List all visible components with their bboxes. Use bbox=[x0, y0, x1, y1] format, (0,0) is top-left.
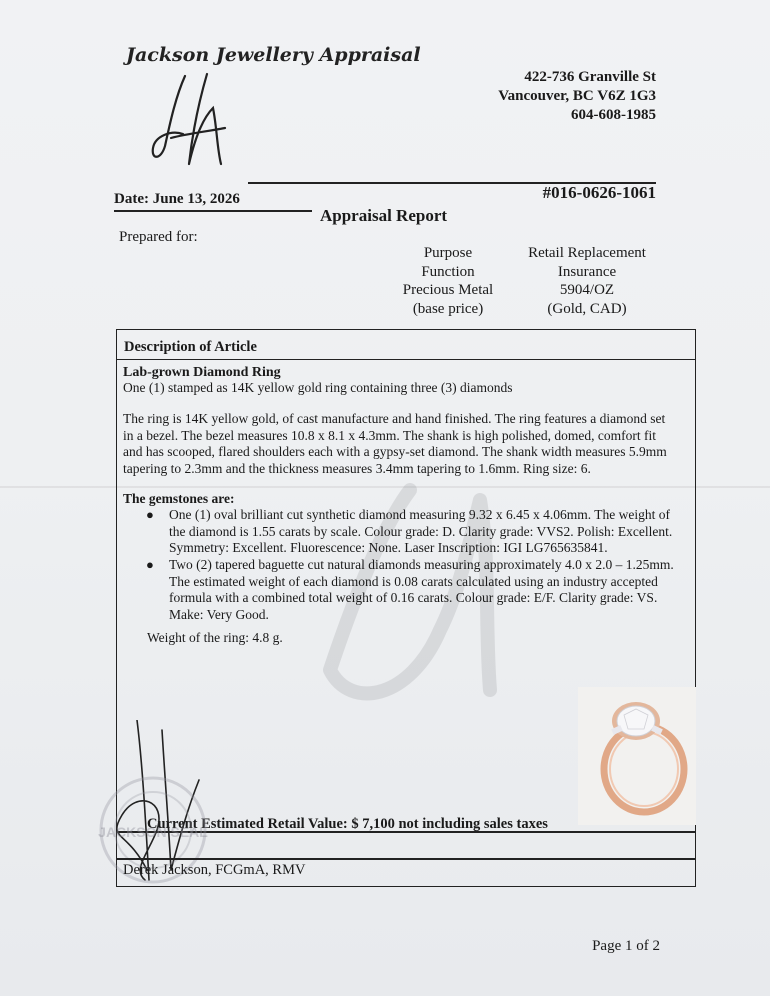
article-heading-bar bbox=[117, 330, 695, 360]
description-line-2: in a bezel. The bezel measures 10.8 x 8.1 x 4.3mm. The shank is high polished, domed, comfort fit bbox=[123, 427, 657, 443]
article-box bbox=[98, 329, 696, 887]
base-price-value: (Gold, CAD) bbox=[547, 300, 627, 317]
phone-number: 604-608-1985 bbox=[571, 107, 656, 123]
address-line-2: Vancouver, BC V6Z 1G3 bbox=[498, 88, 656, 104]
page-number: Page 1 of 2 bbox=[592, 938, 660, 954]
gem-1-line-2: the diamond is 1.55 carats by scale. Colour grade: D. Clarity grade: VVS2. Polish: Excellent. bbox=[169, 523, 673, 539]
gem-2-line-2: The estimated weight of each diamond is 0.08 carats calculated using an industry accepted bbox=[169, 573, 658, 589]
gemstones-heading: The gemstones are: bbox=[123, 491, 235, 506]
purpose-values bbox=[512, 244, 662, 318]
function-value: Insurance bbox=[557, 263, 617, 280]
ring-illustration bbox=[578, 687, 696, 825]
gem-2-line-1: Two (2) tapered baguette cut natural diamonds measuring approximately 4.0 x 2.0 – 1.25mm. bbox=[169, 557, 674, 572]
address-line-1: 422-736 Granville St bbox=[524, 69, 656, 85]
date-rule bbox=[114, 210, 312, 212]
gem-2-line-4: Make: Very Good. bbox=[169, 606, 269, 622]
purpose-labels bbox=[380, 244, 516, 318]
bullet-icon: ● bbox=[146, 507, 154, 522]
report-date: Date: June 13, 2026 bbox=[114, 191, 240, 207]
signature-rule bbox=[117, 858, 695, 860]
company-name: Jackson Jewellery Appraisal bbox=[126, 44, 421, 66]
gem-1-line-1: One (1) oval brilliant cut synthetic diamond measuring 9.32 x 6.45 x 4.06mm. The weight of bbox=[169, 507, 671, 522]
gem-2-line-3: formula with a combined total weight of 0.16 carats. Colour grade: E/F. Clarity grade: VS. bbox=[169, 590, 658, 605]
report-title: Appraisal Report bbox=[320, 206, 448, 225]
gem-item-2 bbox=[146, 557, 674, 623]
description-line-1: The ring is 14K yellow gold, of cast manufacture and hand finished. The ring features a diamond set bbox=[123, 411, 666, 426]
bullet-icon: ● bbox=[146, 557, 154, 572]
purpose-label: Purpose bbox=[423, 245, 473, 261]
metal-label: Precious Metal bbox=[402, 282, 494, 298]
item-title: Lab-grown Diamond Ring bbox=[123, 365, 281, 380]
item-line: One (1) stamped as 14K yellow gold ring containing three (3) diamonds bbox=[123, 380, 513, 395]
seal-text: JACKSON SEAL bbox=[98, 824, 208, 840]
gem-item-1 bbox=[146, 507, 673, 557]
description-line-3: and has scooped, flared shoulders each with a gypsy-set diamond. The shank width measures 5.9mm bbox=[123, 444, 667, 459]
gem-1-line-3: Symmetry: Excellent. Fluorescence: None. Laser Inscription: IGI LG765635841. bbox=[169, 540, 608, 555]
ring-weight: Weight of the ring: 4.8 g. bbox=[147, 630, 283, 645]
function-label: Function bbox=[421, 263, 475, 280]
signer-name: Derek Jackson, FCGmA, RMV bbox=[123, 862, 306, 878]
reference-number: #016-0626-1061 bbox=[542, 183, 656, 202]
purpose-value: Retail Replacement bbox=[528, 245, 646, 261]
base-price-label: (base price) bbox=[412, 300, 484, 317]
estimated-value: Current Estimated Retail Value: $ 7,100 not including sales taxes bbox=[147, 816, 548, 832]
article-heading: Description of Article bbox=[124, 339, 257, 355]
prepared-for-label: Prepared for: bbox=[119, 229, 198, 245]
ring-photo bbox=[578, 687, 696, 825]
logo-monogram bbox=[145, 68, 230, 173]
description-line-4: tapering to 2.3mm and the thickness measures 3.4mm tapering to 1.6mm. Ring size: 6. bbox=[123, 460, 591, 476]
metal-value: 5904/OZ bbox=[559, 282, 615, 298]
